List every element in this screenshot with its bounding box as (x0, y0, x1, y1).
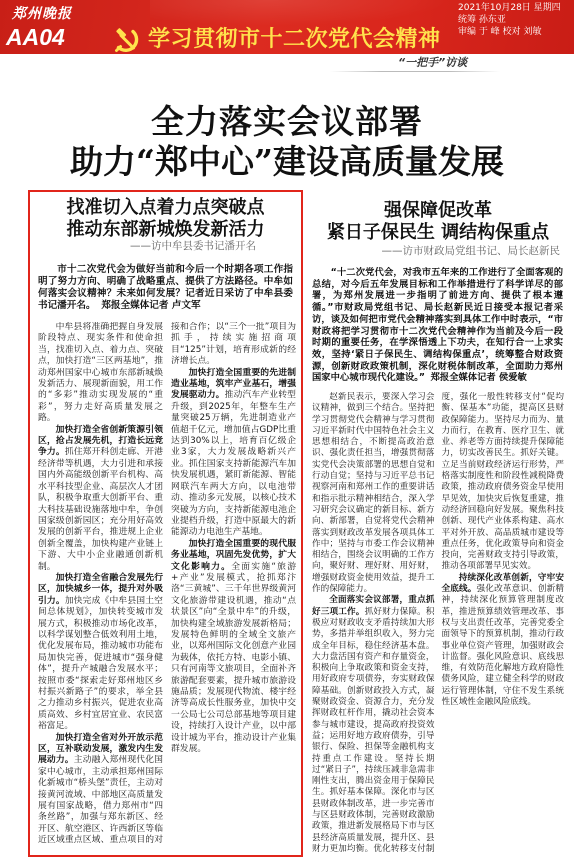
paragraph-text: 推动汽车产业转型升级，到2025年，年整车生产量突破25万辆，先进制造业产值超千亿元，增加值占GDP比重达到30%以上，培育百亿级企业3家，大力发展战略新兴产业。抓住国家支持新能源汽车加快发展机遇，紧盯新能源、智能网联汽车两大方向，以电池带动、推动多元发展，以核心技术突破为方向，支持新能源电池企业提档升级，打造中原最大的新能源动力电池生产基地。 (171, 390, 296, 538)
paragraph-text: 主动融入郑州现代化国家中心城市，主动承担郑州国际化新城市“桥头堡”责任，主动对接黄河流域、中部地区高质量发展有国家战略，借力郑州市“四条丝路”，加强与郑东新区、经开区、航空港区、许西新区等临近区域重点区域、重点项目的对接和合作；以“三个一批”项目为抓手，持续实施招商项目“125”计划，培育形成新的经济增长点。 (38, 322, 296, 846)
column-tag: “一把手”访谈 (398, 56, 468, 69)
issue-meta (458, 2, 568, 38)
left-article-title-line1: 找准切入点着力点突破点 (66, 197, 265, 218)
paragraph-lead: 加快打造全省对外开放示范区，互补联动发展，激发内生发展动力。 (38, 732, 163, 766)
reporter-credit: 郑报全媒体记者 侯爱敏 (430, 372, 527, 384)
body-paragraph (171, 539, 296, 756)
editor-credit: 审编 于 峰 校对 刘敏 (458, 27, 542, 37)
left-article-body (38, 322, 296, 852)
paragraph-lead: 加快打造全省融合发展先行区，加快城乡一体，提升对外吸引力。 (38, 572, 163, 606)
party-emblem-icon (112, 26, 140, 54)
left-article (28, 190, 303, 857)
newspaper-logo: 郑州晚报 (12, 6, 72, 22)
page-number: AA04 (6, 24, 65, 50)
left-article-title-line2: 推动东部新城焕发新活力 (66, 219, 265, 240)
lead-text: “十二次党代会，对我市五年来的工作进行了全面客观的总结，对今后五年发展目标和工作举措进行了科学详尽的部署，为郑州发展进一步指明了前进方向、提供了根本遵循。”市财政局党组书记、局长赵新民近日接受本报记者采访，谈及如何把市党代会精神落实到具体工作中时表示，“市财政将把学习贯彻市十二次党代会精神作为当前及今后一段时期的重要任务，在学深悟透上下功夫，在知行合一上求实效，坚持‘紧日子保民生、调结构保重点’，统筹整合财政资源，创新财政政策机制，深化财税体制改革，全面助力郑州国家中心城市现代化建设。” (312, 267, 563, 384)
paragraph-text: 全面实施“旅游+产业”发展模式，抢抓郑汴洛“三黄城”、三千年世界级黄河文化旅游带建设机遇，推动“点状景区”向“全景中牟”的升级，加快构建全域旅游发展新格局；发展特色鲜明的全域全文旅产业，以郑州国际文化创意产业园为载体，依托方特、电影小镇、只有河南等文旅项目，全面补齐旅游配套要素，提升城市旅游设施品质；发展现代物流、楼宇经济等高成长性服务业，加快中交一公局七公司总部基地等项目建设，持续打入设计产业，以中部设计城为平台，推动设计产业集群发展。 (171, 561, 296, 755)
paragraph-text: 加快完成《中牟县国土空间总体规划》，加快转变城市发展方式，积极推动市场化改革，以科学谋划整合低效利用土地，优化发展布局，推动城市功能布局加快完善，促进城市“强身健体”，提升产城融合发展水平；按照市委“探索走好郑州地区乡村振兴新路子”的要求，举全县之力推动乡村振兴，促进农业高质高效、乡村宜居宜业、农民富裕富足。 (38, 595, 163, 732)
divider (330, 71, 500, 72)
right-article-lead (312, 267, 563, 384)
body-paragraph (312, 392, 435, 595)
body-paragraph (171, 368, 296, 539)
right-article-title-line1: 强保障促改革 (384, 200, 492, 221)
lead-text: 市十二次党代会为做好当前和今后一个时期各项工作指明了努力方向、明确了战略重点、提供了方法路径。中牟如何落实会议精神？未来如何发展？记者近日采访了中牟县委书记潘开名。 (38, 264, 293, 311)
right-article (310, 192, 566, 858)
main-headline-line1: 全力落实会议部署 (151, 102, 423, 141)
body-paragraph (38, 322, 163, 425)
paragraph-text: 抓好财力保障。积极应对财政收支矛盾持续加大形势，多措并举组织收入，努力完成全年目标，稳住经济基本盘。大力盘活国有资产和存量资金，积极向上争取政策和资金支持，用好政府专项债券，夯实财政保障基础。创新财政投入方式，凝聚财政资金、资源合力，充分发挥财政杠杆作用，撬动社会资本参与城市建设，提高政府投资效益；运用好地方政府债券，引导银行、保险、担保等金融机构支持重点工作建设。坚持长期过“紧日子”，持续压减非急需非刚性支出，腾出资金用于保障民生。抓好基本保障。深化市与区县财政体制改革，进一步完善市与区县财政体制，完善财政激励政策，推进新发展格局下市与区县经济高质量发展，提升区、县财力更加均衡。优化转移支付制度，强化一般性转移支付“促均衡、保基本”功能，提高区县财政保障能力。坚持尽力而为、量力而行，在教育、医疗卫生、就业、养老等方面持续提升保障能力，切实改善民生。抓好关键。立足当前财政经济运行形势，严格落实制度性和阶段性减税降费政策，推动政府债务资金早使用早见效，加快灾后恢复重建，推动经济回稳向好发展。聚焦科技创新、现代产业体系构建、高水平对外开放、高品质城市建设等重点任务，优化政策导向和资金投向，完善财政支持引导政策，推动各项部署早见实效。 (312, 392, 564, 854)
reporter-credit: 郑报全媒体记者 卢文军 (101, 300, 201, 311)
body-paragraph (442, 573, 565, 709)
issue-date: 2021年10月28日 星期四 (458, 3, 561, 13)
planner-credit: 统筹 孙东亚 (458, 15, 506, 25)
paragraph-text: 抓住郑开科创走廊、开港经济带等机遇，大力引进和承接国内外高能级创新平台机构、高水平科技型企业、高层次人才团队，积极争取重大创新平台、重大科技基础设施落地中牟，争创国家级创新园区；充分用好高效发展的创新平台，推进规上企业创新全覆盖，加快构建产业链上下游、大中小企业融通创新机制。 (38, 447, 163, 572)
header-decoration (150, 0, 450, 26)
right-article-body (312, 392, 564, 856)
left-article-byline: ——访中牟县委书记潘开名 (130, 240, 256, 252)
paragraph-text: 赵新民表示，要深入学习会议精神，做到三个结合。坚持把学习贯彻党代会精神与学习贯彻习近平新时代中国特色社会主义思想相结合，不断提高政治意识、强化责任担当，增强贯彻落实党代会决策部署的思想自觉和行动自觉；坚持与习近平总书记视察河南和郑州工作的重要讲话和指示批示精神相结合，深入学习研究会议确定的新目标、新方向、新部署，自觉将党代会精神落实到财政改革发展各项具体工作中；坚持与市委工作会议精神相结合，围绕会议明确的工作方向，聚好财、理好财、用好财，增强财政资金使用效益，提升工作的保障能力。 (312, 392, 435, 595)
body-paragraph (38, 573, 163, 733)
paragraph-lead: 加快打造全省创新策源引领区，抢占发展先机，打造长远竞争力。 (38, 424, 163, 458)
paragraph-lead: 加快打造全国重要的先进制造业基地，筑牢产业基石，增强发展驱动力。 (171, 367, 296, 401)
main-headline-line2: 助力“郑中心”建设高质量发展 (70, 142, 504, 181)
left-article-lead (38, 264, 293, 312)
paragraph-text: 强化改革意识、创新精神，持续深化预算管理制度改革，推进预算绩效管理改革、事权与支出责任改革，完善党委全面领导下的预算机制，推动行政事业单位资产管理，加强财政会计监督。强化风险意识、底线思维，有效防范化解地方政府隐性债务风险，建立健全科学的财政运行管理体制，守住不发生系统性区域性金融风险底线。 (441, 584, 564, 708)
paragraph-lead: 持续深化改革创新，守牢安全底线。 (441, 572, 564, 595)
right-article-byline: ——访市财政局党组书记、局长赵新民 (381, 245, 560, 257)
paragraph-lead: 加快打造全国重要的现代服务业基地，巩固先发优势，扩大文化影响力。 (171, 538, 296, 572)
right-article-title-line2: 紧日子保民生 调结构保重点 (326, 222, 550, 243)
section-title: 学习贯彻市十二次党代会精神 (148, 27, 441, 52)
paragraph-text: 中牟县将准确把握自身发展阶段特点、现实条件和使命担当，找准切入点、着力点、突破点，加快打造“三区两基地”，推动郑州国家中心城市东部新城焕发新活力、展现新面貌，用工作的“多彩”推动实现发展的“重彩”，努力走好高质量发展之路。 (38, 322, 163, 424)
paragraph-lead: 全面落实会议部署，重点抓好三项工作。 (312, 595, 435, 617)
body-paragraph (38, 425, 163, 573)
